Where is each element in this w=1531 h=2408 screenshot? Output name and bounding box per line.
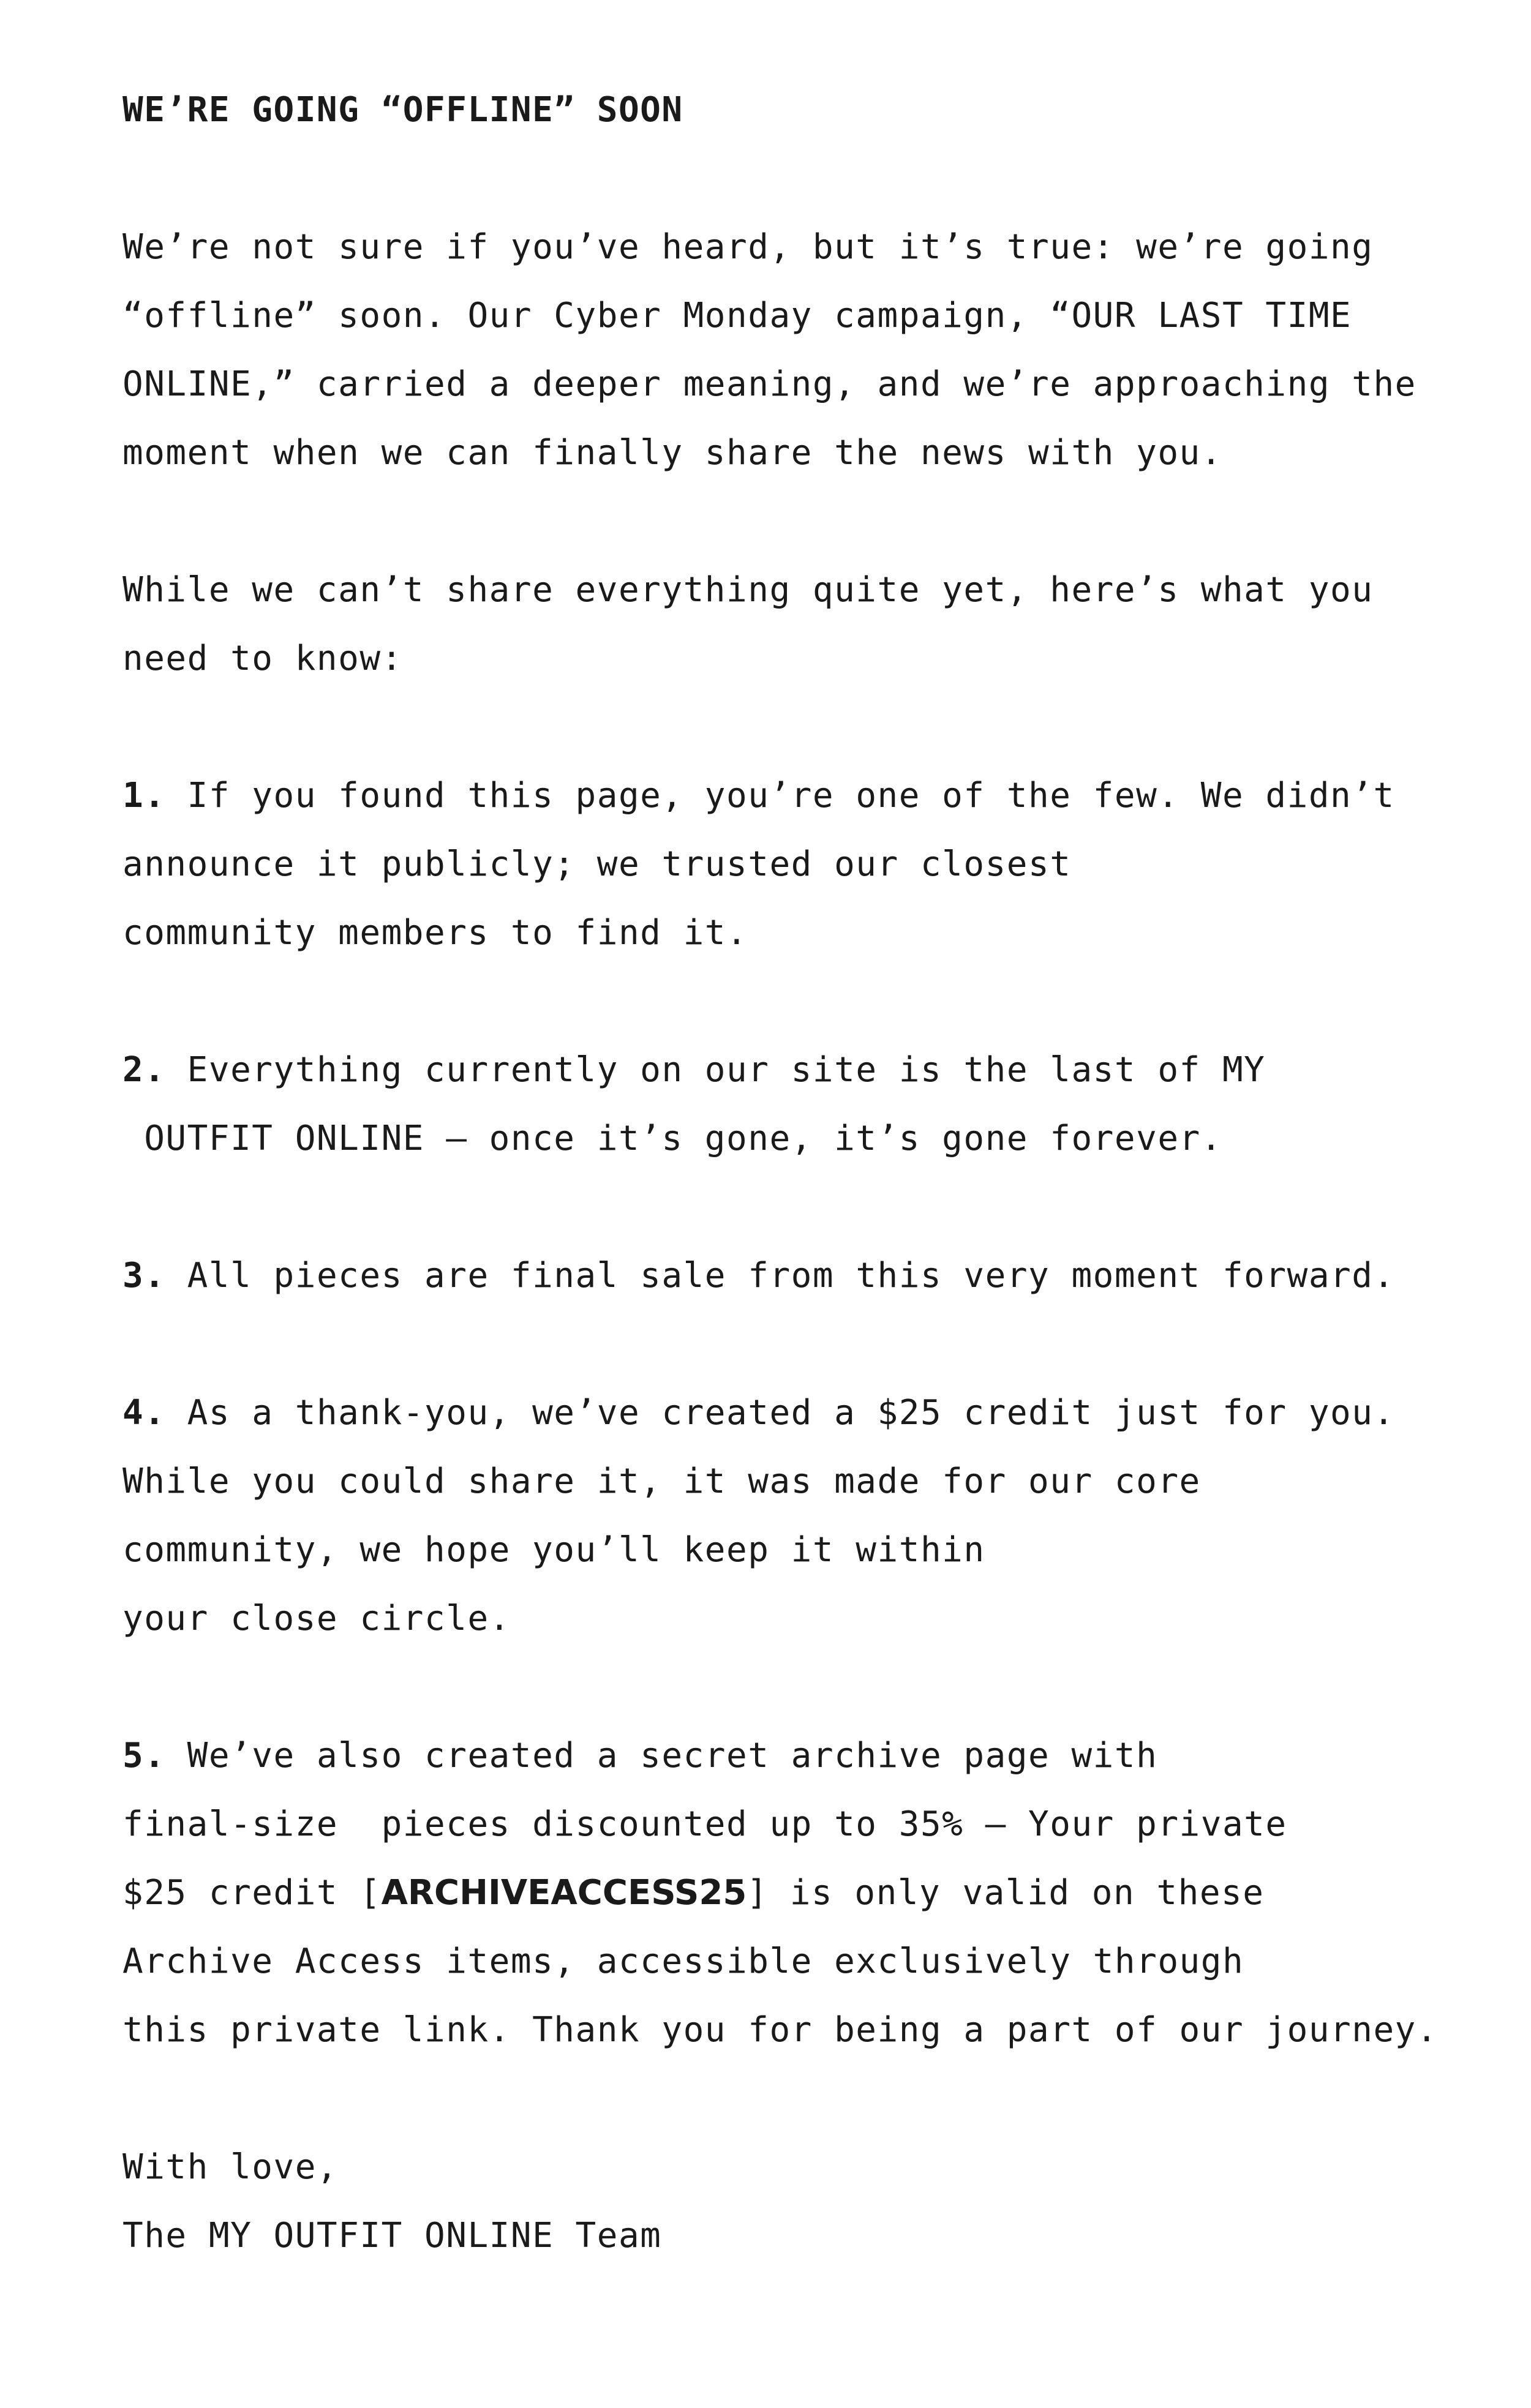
lead-line: need to know: <box>122 639 403 678</box>
list-item-1 <box>122 762 1470 967</box>
item-line <box>122 1379 1470 1447</box>
item-line: announce it publicly; we trusted our closest <box>122 844 1072 884</box>
item-text: We’ve also created a secret archive page with <box>165 1736 1158 1776</box>
discount-code: ARCHIVEACCESS25 <box>381 1873 747 1913</box>
list-item-3 <box>122 1242 1470 1310</box>
item-line <box>122 1722 1470 1790</box>
code-line-after: ] is only valid on these <box>747 1873 1265 1913</box>
item-line: While you could share it, it was made for our core <box>122 1461 1201 1501</box>
intro-paragraph <box>122 213 1470 487</box>
lead-paragraph <box>122 556 1470 693</box>
item-line <box>122 1859 1470 1927</box>
item-line: Archive Access items, accessible exclusively through <box>122 1941 1244 1981</box>
intro-line: ONLINE,” carried a deeper meaning, and we’re approaching the <box>122 364 1416 404</box>
item-text: If you found this page, you’re one of the few. We didn’t <box>165 776 1395 816</box>
intro-line: We’re not sure if you’ve heard, but it’s true: we’re going <box>122 227 1374 267</box>
code-line-before: $25 credit [ <box>122 1873 382 1913</box>
item-line: final-size pieces discounted up to 35% — Your private <box>122 1804 1287 1844</box>
item-number: 4. <box>122 1393 166 1433</box>
letter-title: WE’RE GOING “OFFLINE” SOON <box>122 90 683 130</box>
item-line <box>122 762 1470 830</box>
letter-document <box>122 76 1470 2270</box>
item-line <box>122 1242 1470 1310</box>
signoff-team: The MY OUTFIT ONLINE Team <box>122 2216 662 2256</box>
item-number: 3. <box>122 1256 166 1296</box>
signoff-greeting: With love, <box>122 2147 339 2187</box>
item-text: Everything currently on our site is the last of MY <box>165 1050 1266 1090</box>
list-item-2 <box>122 1036 1470 1173</box>
lead-line: While we can’t share everything quite yet, here’s what you <box>122 570 1374 610</box>
item-text: As a thank-you, we’ve created a $25 credit just for you. <box>165 1393 1395 1433</box>
list-item-4 <box>122 1379 1470 1653</box>
item-line: OUTFIT ONLINE — once it’s gone, it’s gone forever. <box>122 1119 1222 1158</box>
item-line: this private link. Thank you for being a part of our journey. <box>122 2010 1439 2050</box>
item-text: All pieces are final sale from this very moment forward. <box>165 1256 1395 1296</box>
item-line: your close circle. <box>122 1599 511 1638</box>
item-number: 5. <box>122 1736 166 1776</box>
item-line: community members to find it. <box>122 913 748 953</box>
intro-line: moment when we can finally share the news with you. <box>122 433 1222 473</box>
item-number: 2. <box>122 1050 166 1090</box>
item-line: community, we hope you’ll keep it within <box>122 1530 985 1570</box>
list-item-5 <box>122 1722 1470 2065</box>
item-line <box>122 1036 1470 1105</box>
intro-line: “offline” soon. Our Cyber Monday campaign, “OUR LAST TIME <box>122 296 1352 336</box>
signoff <box>122 2133 1470 2270</box>
item-number: 1. <box>122 776 166 816</box>
